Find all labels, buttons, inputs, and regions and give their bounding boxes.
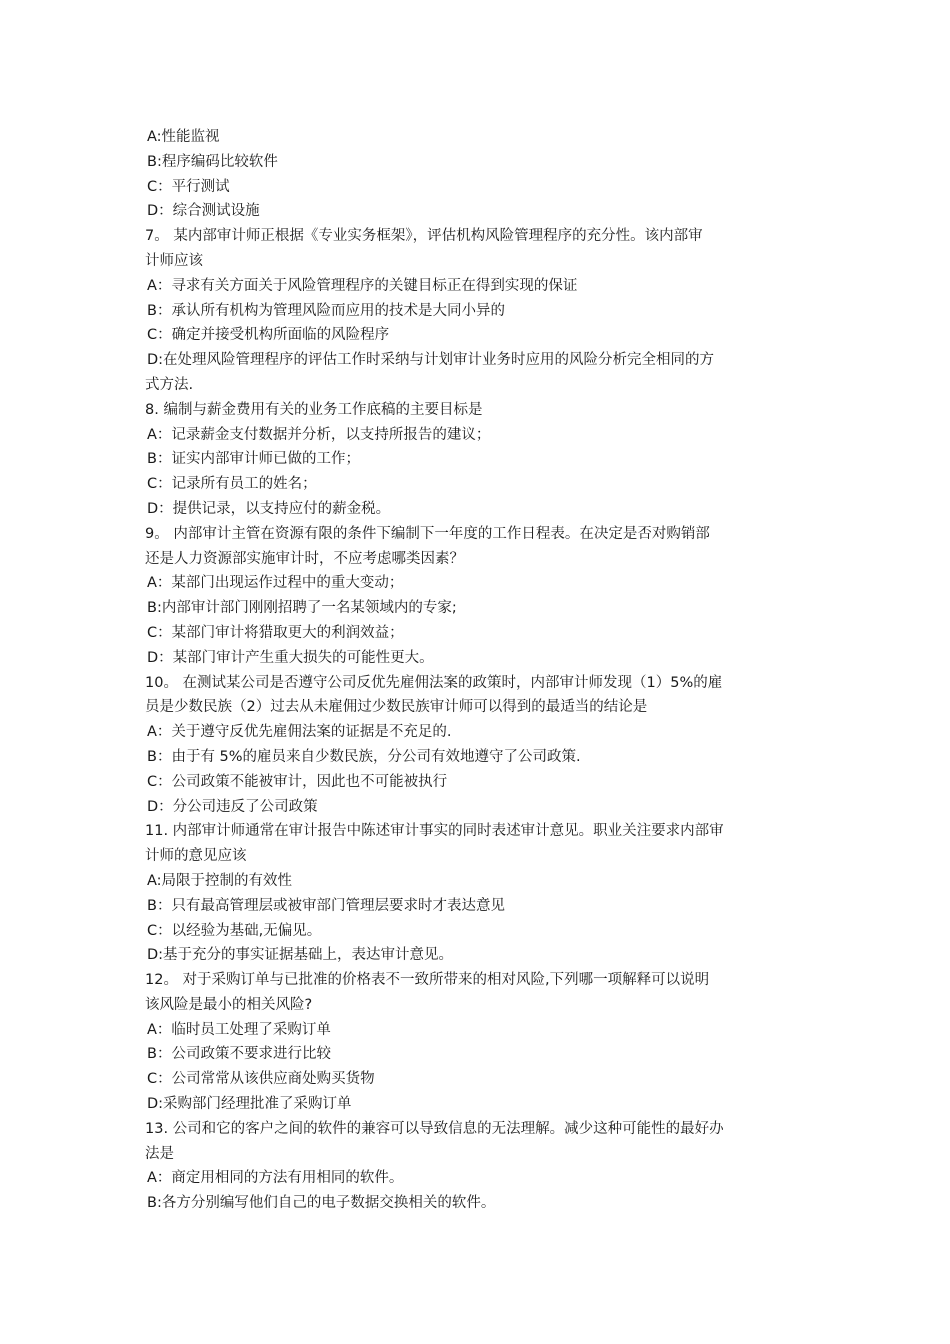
answer-option-line: A：某部门出现运作过程中的重大变动； — [147, 575, 404, 592]
answer-option-line: C：以经验为基础,无偏见。 — [147, 922, 322, 939]
question-text-line: 计师的意见应该 — [145, 848, 247, 865]
answer-option-line: D:基于充分的事实证据基础上，表达审计意见。 — [147, 947, 454, 964]
question-text-line: 还是人力资源部实施审计时，不应考虑哪类因素？ — [145, 550, 464, 567]
answer-option-line: D:采购部门经理批准了采购订单 — [147, 1096, 352, 1113]
answer-option-line: C：某部门审计将猎取更大的利润效益； — [147, 624, 404, 641]
question-text-line: 12。 对于采购订单与已批准的价格表不一致所带来的相对风险,下列哪一项解释可以说明 — [145, 972, 710, 989]
answer-option-line: A：临时员工处理了采购订单 — [147, 1021, 331, 1038]
answer-option-line: B：承认所有机构为管理风险而应用的技术是大同小异的 — [147, 302, 505, 319]
answer-option-line: D:在处理风险管理程序的评估工作时采纳与计划审计业务时应用的风险分析完全相同的方 — [147, 352, 715, 369]
question-text-line: 13. 公司和它的客户之间的软件的兼容可以导致信息的无法理解。减少这种可能性的最好办 — [145, 1120, 724, 1137]
answer-option-line: A:局限于控制的有效性 — [147, 872, 293, 889]
answer-option-line: C：平行测试 — [147, 178, 230, 195]
answer-option-line: B：由于有 5%的雇员来自少数民族，分公司有效地遵守了公司政策. — [147, 748, 581, 765]
question-text-line: 9。 内部审计主管在资源有限的条件下编制下一年度的工作日程表。在决定是否对购销部 — [145, 525, 710, 542]
question-text-line: 7。 某内部审计师正根据《专业实务框架》，评估机构风险管理程序的充分性。该内部审 — [145, 228, 703, 245]
question-text-line: 式方法. — [145, 376, 194, 393]
question-text-line: 8. 编制与薪金费用有关的业务工作底稿的主要目标是 — [145, 401, 483, 418]
answer-option-line: C：确定并接受机构所面临的风险程序 — [147, 327, 390, 344]
answer-option-line: C：公司常常从该供应商处购买货物 — [147, 1071, 375, 1088]
answer-option-line: A：记录薪金支付数据并分析，以支持所报告的建议； — [147, 426, 491, 443]
question-text-line: 员是少数民族（2）过去从未雇佣过少数民族审计师可以得到的最适当的结论是 — [145, 699, 648, 716]
answer-option-line: D：提供记录，以支持应付的薪金税。 — [147, 500, 391, 517]
answer-option-line: B：只有最高管理层或被审部门管理层要求时才表达意见 — [147, 897, 505, 914]
answer-option-line: A:性能监视 — [147, 129, 220, 145]
question-text-line: 11. 内部审计师通常在审计报告中陈述审计事实的同时表述审计意见。职业关注要求内部审 — [145, 823, 724, 840]
question-text-line: 10。 在测试某公司是否遵守公司反优先雇佣法案的政策时，内部审计师发现（1）5%的雇 — [145, 674, 723, 691]
answer-option-line: D：分公司违反了公司政策 — [147, 798, 318, 815]
answer-option-line: A：寻求有关方面关于风险管理程序的关键目标正在得到实现的保证 — [147, 277, 578, 294]
answer-option-line: B:内部审计部门刚刚招聘了一名某领域内的专家; — [147, 600, 457, 617]
answer-option-line: C：公司政策不能被审计，因此也不可能被执行 — [147, 773, 448, 790]
question-text-line: 该风险是最小的相关风险? — [145, 996, 313, 1013]
question-text-line: 计师应该 — [145, 252, 203, 269]
answer-option-line: B：公司政策不要求进行比较 — [147, 1046, 331, 1063]
question-text-line: 法是 — [145, 1145, 174, 1162]
answer-option-line: D：综合测试设施 — [147, 203, 260, 220]
answer-option-line: A：关于遵守反优先雇佣法案的证据是不充足的. — [147, 724, 452, 741]
answer-option-line: B:各方分别编写他们自己的电子数据交换相关的软件。 — [147, 1195, 496, 1212]
answer-option-line: C：记录所有员工的姓名； — [147, 476, 317, 493]
answer-option-line: A：商定用相同的方法有用相同的软件。 — [147, 1170, 404, 1187]
answer-option-line: B:程序编码比较软件 — [147, 153, 278, 170]
answer-option-line: B：证实内部审计师已做的工作； — [147, 451, 360, 468]
document-body — [145, 125, 810, 1216]
answer-option-line: D：某部门审计产生重大损失的可能性更大。 — [147, 649, 434, 666]
